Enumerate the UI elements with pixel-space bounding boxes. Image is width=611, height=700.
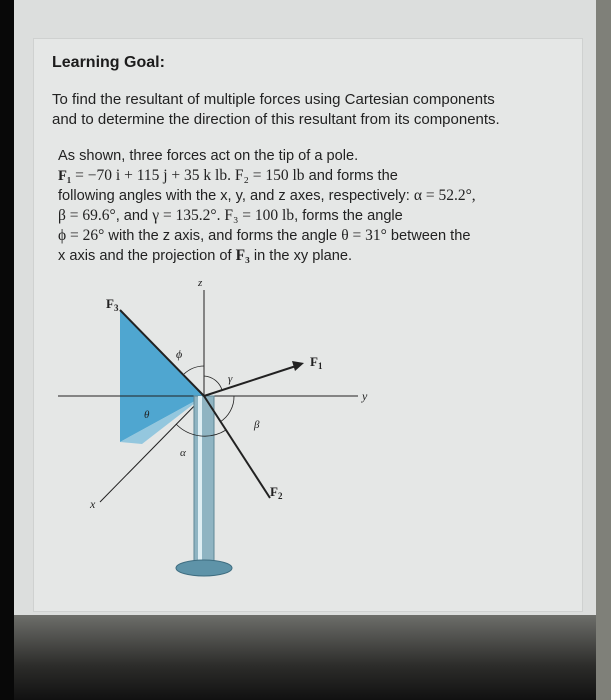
problem-line-4-mid: , and [115,208,153,224]
theta-label: θ [144,409,150,421]
pole [194,396,214,566]
force-f1-arrowhead [292,361,304,371]
learning-goal-line-1: To find the resultant of multiple forces using Cartesian components [52,91,495,108]
problem-line-2-tail: and forms the [304,168,398,184]
learning-goal-line-2: and to determine the direction of this resultant from its components. [52,111,500,128]
phi-label: ϕ [176,347,183,361]
gamma-arc [204,376,222,390]
problem-line-1: As shown, three forces act on the tip of a pole. [58,148,359,164]
alpha-label: α [180,447,186,459]
problem-line-3 [58,186,578,206]
gamma-value: γ = 135.2° [152,207,217,224]
screen-edge-right [596,0,611,700]
problem-line-3-text: following angles with the x, y, and z axes, respectively: [58,188,414,204]
problem-line-5-mid: with the z axis, and forms the angle [104,228,342,244]
problem-statement [58,146,578,266]
f2-label: $F_2$ [270,484,283,501]
pole-highlight [198,396,202,566]
problem-line-2 [58,166,578,186]
theta-value: θ = 31° [341,227,387,244]
learning-goal-title: Learning Goal: [52,54,165,71]
problem-line-6-tail: in the xy plane. [249,248,353,264]
pole-base [176,560,232,576]
beta-value: β = 69.6° [58,207,116,224]
beta-arc [220,396,234,422]
f3-label: $F_3$ [106,296,119,313]
force-f3-value: . F₃ = 100 lb [216,207,295,224]
force-f3-symbol: F₃ [235,247,250,264]
y-axis-label: y [362,389,368,403]
screen-edge-left [0,0,14,700]
phi-arc [184,366,204,374]
force-f1-value: = −70 i + 115 j + 35 k lb. [71,167,231,184]
problem-line-6-text: x axis and the projection of [58,248,236,264]
z-axis-label: z [198,277,203,289]
learning-goal-text [52,90,572,130]
x-axis-label: x [90,497,96,511]
force-f1-arrow [204,366,296,396]
alpha-value: α = 52.2°, [413,187,476,204]
screen-edge-bottom [14,615,596,700]
f1-label: $F_1$ [310,354,323,371]
force-f2-value: F₂ = 150 lb [230,167,305,184]
problem-line-6 [58,246,578,266]
gamma-label: γ [228,373,233,385]
problem-line-4 [58,206,578,226]
force-diagram [58,270,528,590]
beta-label: β [254,419,260,431]
problem-line-4-tail: , forms the angle [294,208,403,224]
problem-line-5 [58,226,578,246]
problem-line-5-tail: between the [386,228,471,244]
force-f1-symbol: F₁ [58,168,72,184]
phi-value: ϕ = 26° [58,227,105,244]
